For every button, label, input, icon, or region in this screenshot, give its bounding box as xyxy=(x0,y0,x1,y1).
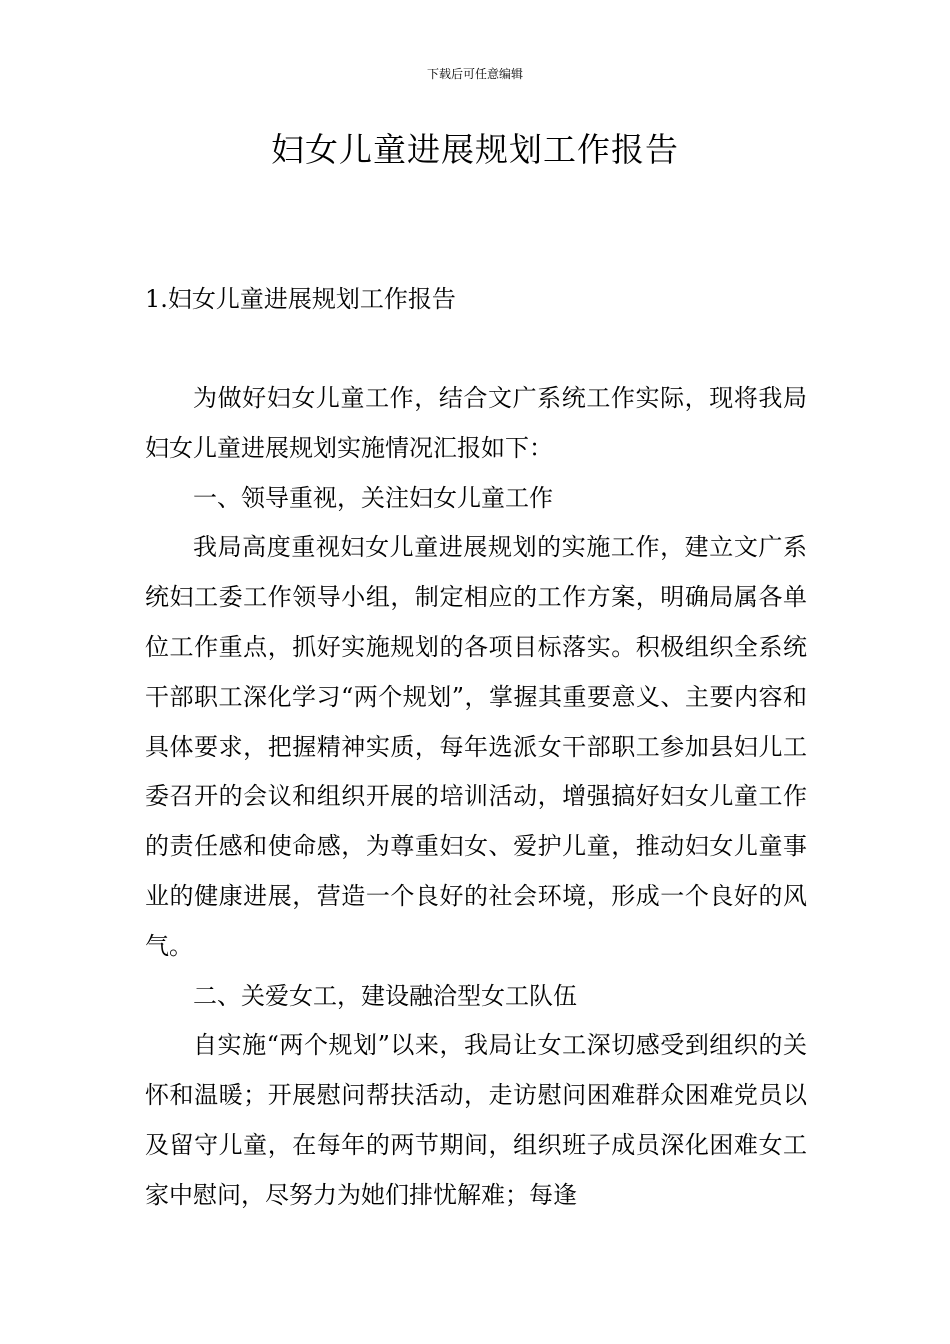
paragraph-section-2: 自实施“两个规划”以来，我局让女工深切感受到组织的关怀和温暖；开展慰问帮扶活动，走访慰问困难群众困难党员以及留守儿童，在每年的两节期间，组织班子成员深化困难女工家中慰问，尽努力为她们排忧解难；每逢 xyxy=(145,1031,807,1209)
document-title: 妇女儿童进展规划工作报告 xyxy=(271,130,679,169)
document-body xyxy=(145,374,807,1221)
header-note: 下载后可任意编辑 xyxy=(426,67,523,81)
document-subtitle: 1.妇女儿童进展规划工作报告 xyxy=(145,285,456,313)
section-heading-1: 一、领导重视，关注妇女儿童工作 xyxy=(193,483,553,512)
paragraph-section-1: 我局高度重视妇女儿童进展规划的实施工作，建立文广系统妇工委工作领导小组，制定相应的工作方案，明确局属各单位工作重点，抓好实施规划的各项目标落实。积极组织全系统干部职工深化学习“两个规划”，掌握其重要意义、主要内容和具体要求，把握精神实质，每年选派女干部职工参加县妇儿工委召开的会议和组织开展的培训活动，增强搞好妇女儿童工作的责任感和使命感，为尊重妇女、爱护儿童，推动妇女儿童事业的健康进展，营造一个良好的社会环境，形成一个良好的风气。 xyxy=(145,533,807,960)
section-heading-2: 二、关爱女工，建设融洽型女工队伍 xyxy=(193,981,577,1010)
paragraph-intro: 为做好妇女儿童工作，结合文广系统工作实际，现将我局妇女儿童进展规划实施情况汇报如下： xyxy=(145,384,807,462)
